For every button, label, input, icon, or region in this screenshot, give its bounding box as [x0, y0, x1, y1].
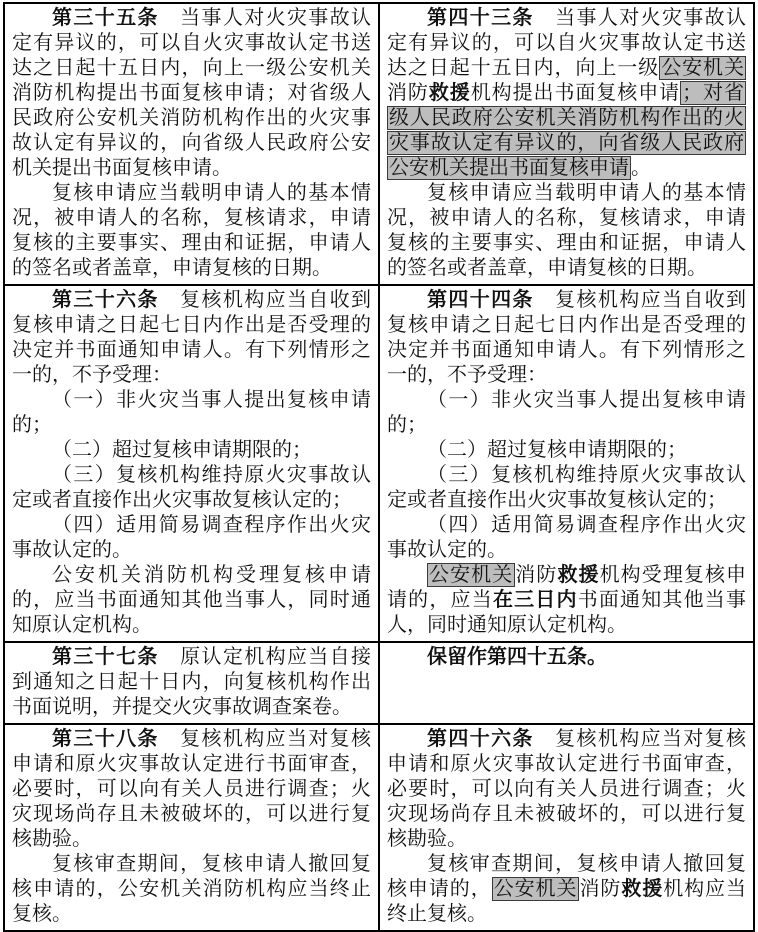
paragraph: [12, 563, 371, 638]
bold-text-run: 第四十六条: [427, 728, 534, 750]
text-run: （二）超过复核申请期限的；: [52, 439, 312, 461]
cell-article-43: [379, 3, 754, 285]
paragraph: [12, 645, 371, 720]
table-row: [4, 724, 754, 931]
text-run: 当事人对火灾事故认定有异议的，可以自火灾事故认定书送达之日起十五日内，向上一级公安机关消防机构提出书面复核申请；对省级人民政府公安机关消防机构作出的火灾事故认定有异议的，向省级人民政府公安机关提出书面复核申请。: [12, 7, 372, 179]
text-run: 复核机构应当对复核申请和原火灾事故认定进行书面审查，必要时，可以向有关人员进行调查；火灾现场尚存且未被破坏的，可以进行复核勘验。: [12, 728, 372, 850]
cell-article-36: [4, 285, 379, 642]
paragraph: [12, 513, 371, 563]
text-run: （四）适用简易调查程序作出火灾事故认定的。: [387, 514, 746, 561]
paragraph: [387, 563, 746, 638]
paragraph: [387, 645, 746, 670]
bold-text-run: 在三日内: [492, 589, 578, 611]
bold-text-run: 救援: [621, 878, 664, 900]
paragraph: [387, 513, 746, 563]
bold-text-run: 第三十五条: [52, 7, 159, 29]
table-row: [4, 3, 754, 285]
text-run: 书面通知其他当事人，同时通知原认定机构。: [387, 589, 746, 636]
cell-article-35: [4, 3, 379, 285]
text-run: 机构受理复核申请的，应当: [387, 564, 747, 611]
text-run: 消防: [515, 564, 558, 586]
text-run: （三）复核机构维持原火灾事故认定或者直接作出火灾事故复核认定的；: [387, 464, 746, 511]
text-run: 当事人对火灾事故认定有异议的，可以自火灾事故认定书送达之日起十五日内，向上一级: [387, 7, 747, 79]
revision-highlighted-text: ；对省级人民政府公安机关消防机构作出的火灾事故认定有异议的，向省级人民政府公安机关提出书面复核申请: [389, 82, 744, 179]
text-run: 复核审查期间，复核申请人撤回复核申请的，公安机关消防机构应当终止复核。: [12, 853, 371, 925]
table-row: [4, 285, 754, 642]
bold-text-run: 第三十八条: [52, 728, 159, 750]
paragraph: [387, 6, 746, 181]
text-run: 。: [631, 157, 651, 179]
text-run: 复核机构应当自收到复核申请之日起七日内作出是否受理的决定并书面通知申请人。有下列情形之一的，不予受理：: [387, 289, 747, 386]
paragraph: [387, 852, 746, 927]
table-row: [4, 642, 754, 724]
cell-article-45-reserved: [379, 642, 754, 724]
paragraph: [387, 288, 746, 388]
cell-article-37: [4, 642, 379, 724]
text-run: 机构应当终止复核。: [387, 878, 746, 925]
text-run: 原认定机构应当自接到通知之日起十日内，向复核机构作出书面说明，并提交火灾事故调查案卷。: [12, 646, 372, 718]
bold-text-run: 救援: [557, 564, 600, 586]
text-run: 消防: [387, 82, 429, 104]
paragraph: [12, 727, 371, 852]
cell-article-44: [379, 285, 754, 642]
paragraph: [12, 852, 371, 927]
paragraph: [12, 6, 371, 181]
text-run: 复核审查期间，复核申请人撤回复核申请的，: [387, 853, 746, 900]
paragraph: [387, 463, 746, 513]
paragraph: [12, 288, 371, 388]
revision-highlighted-text: 公安机关: [661, 57, 744, 79]
text-run: （三）复核机构维持原火灾事故认定或者直接作出火灾事故复核认定的；: [12, 464, 371, 511]
paragraph: [387, 388, 746, 438]
text-run: 复核申请应当载明申请人的基本情况，被申请人的名称，复核请求，申请复核的主要事实、理由和证据，申请人的签名或者盖章，申请复核的日期。: [387, 182, 746, 279]
paragraph: [387, 438, 746, 463]
cell-article-46: [379, 724, 754, 931]
bold-text-run: 第四十三条: [427, 7, 534, 29]
paragraph: [12, 181, 371, 281]
paragraph: [12, 463, 371, 513]
bold-text-run: 第三十七条: [52, 646, 159, 668]
paragraph: [387, 181, 746, 281]
revision-highlighted-text: 公安机关: [429, 564, 514, 586]
cell-article-38: [4, 724, 379, 931]
bold-text-run: 第三十六条: [52, 289, 159, 311]
text-run: 复核机构应当自收到复核申请之日起七日内作出是否受理的决定并书面通知申请人。有下列情形之一的，不予受理：: [12, 289, 372, 386]
text-run: （一）非火灾当事人提出复核申请的；: [12, 389, 371, 436]
bold-text-run: 救援: [428, 82, 471, 104]
text-run: 机构提出书面复核申请: [470, 82, 681, 104]
text-run: 消防: [579, 878, 622, 900]
bold-text-run: 保留作第四十五条。: [427, 646, 607, 668]
paragraph: [12, 438, 371, 463]
text-run: 公安机关消防机构受理复核申请的，应当书面通知其他当事人，同时通知原认定机构。: [12, 564, 371, 636]
revision-highlighted-text: 公安机关: [493, 878, 578, 900]
text-run: （四）适用简易调查程序作出火灾事故认定的。: [12, 514, 371, 561]
paragraph: [12, 388, 371, 438]
text-run: 复核机构应当对复核申请和原火灾事故认定进行书面审查，必要时，可以向有关人员进行调查；火灾现场尚存且未被破坏的，可以进行复核勘验。: [387, 728, 747, 850]
text-run: （一）非火灾当事人提出复核申请的；: [387, 389, 746, 436]
bold-text-run: 第四十四条: [427, 289, 534, 311]
text-run: 复核申请应当载明申请人的基本情况，被申请人的名称，复核请求，申请复核的主要事实、理由和证据，申请人的签名或者盖章，申请复核的日期。: [12, 182, 371, 279]
paragraph: [387, 727, 746, 852]
text-run: （二）超过复核申请期限的；: [427, 439, 687, 461]
comparison-table: [3, 2, 755, 932]
